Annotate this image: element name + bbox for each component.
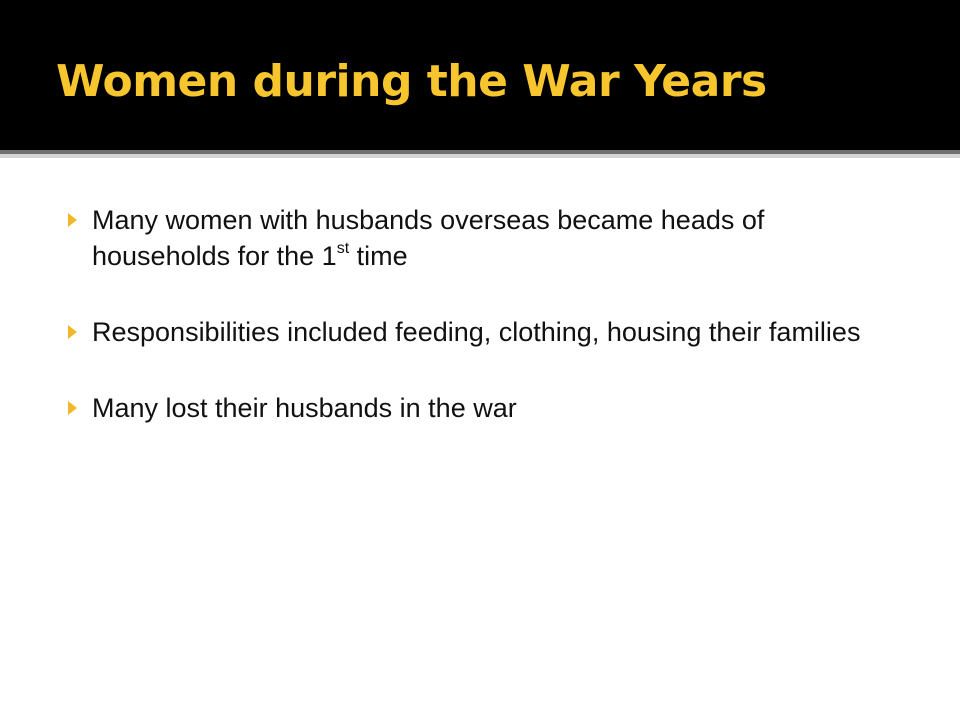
triangle-right-icon	[68, 401, 77, 415]
bullet-3-text: Many lost their husbands in the war	[92, 393, 517, 423]
title-divider-light	[0, 154, 960, 158]
bullet-item-2	[64, 314, 894, 350]
slide-title: Women during the War Years	[56, 56, 767, 107]
triangle-right-icon	[68, 213, 77, 227]
bullet-2-text: Responsibilities included feeding, clothing, housing their families	[92, 317, 861, 347]
bullet-item-1	[64, 202, 894, 274]
bullet-item-3	[64, 390, 894, 426]
title-bar	[0, 0, 960, 150]
bullet-1-text: Many women with husbands overseas became heads of households for the 1	[92, 205, 765, 271]
bullet-1-superscript: st	[336, 240, 350, 257]
bullet-list	[64, 202, 894, 466]
triangle-right-icon	[68, 325, 77, 339]
bullet-1-text-after: time	[349, 241, 408, 271]
